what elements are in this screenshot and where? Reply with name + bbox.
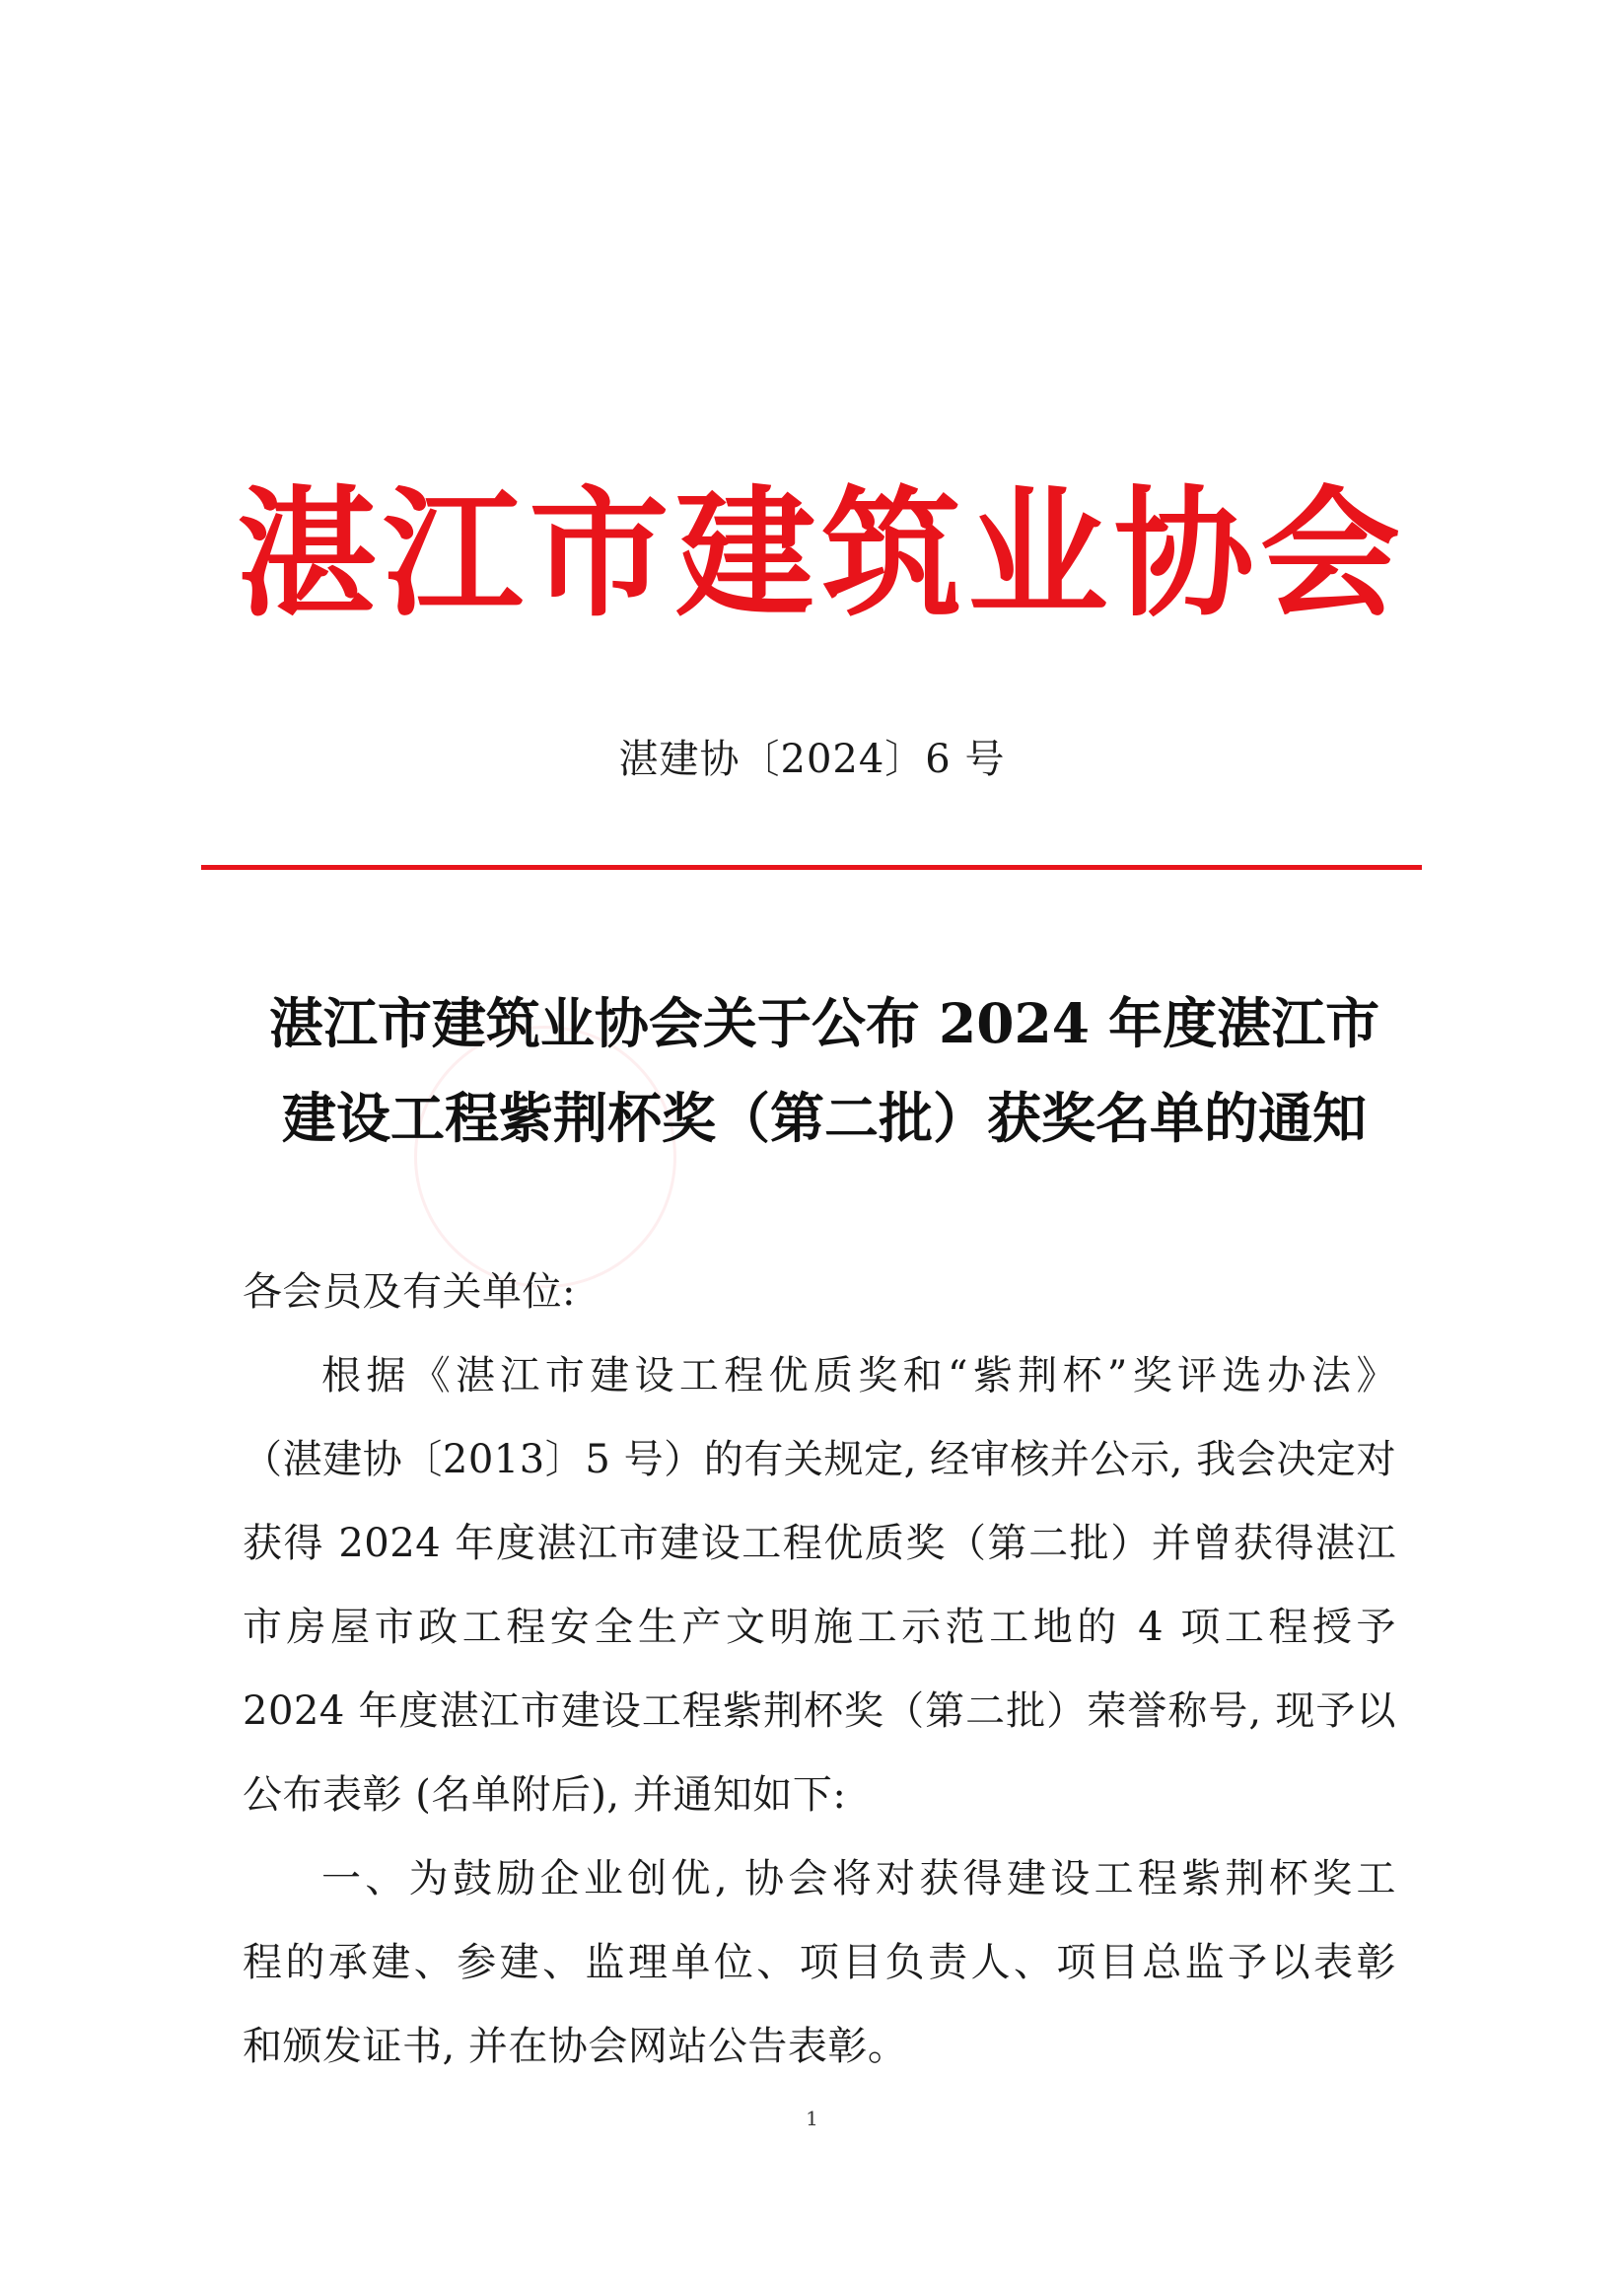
paragraph-line: （湛建协〔2013〕5 号）的有关规定, 经审核并公示, 我会决定对 [243, 1437, 1396, 1482]
paragraph-line: 和颁发证书, 并在协会网站公告表彰。 [243, 2024, 908, 2069]
organization-letterhead-title [237, 456, 1400, 653]
document-number: 湛建协〔2024〕6 号 [618, 737, 1006, 782]
paragraph-line: 市房屋市政工程安全生产文明施工示范工地的 4 项工程授予 [243, 1605, 1396, 1650]
paragraph-1 [243, 1334, 1396, 1837]
notice-title [243, 976, 1406, 1166]
notice-body [243, 1251, 1396, 2089]
letterhead-char: 会 [1259, 472, 1400, 636]
paragraph-line: 获得 2024 年度湛江市建设工程优质奖（第二批）并曾获得湛江 [243, 1521, 1396, 1566]
letterhead-char: 协 [1113, 472, 1254, 636]
paragraph-line: 根据《湛江市建设工程优质奖和“紫荆杯”奖评选办法》 [321, 1353, 1396, 1398]
paragraph-line: 一、为鼓励企业创优, 协会将对获得建设工程紫荆杯奖工 [321, 1856, 1396, 1901]
letterhead-char: 江 [383, 472, 524, 636]
paragraph-line: 2024 年度湛江市建设工程紫荆杯奖（第二批）荣誉称号, 现予以 [243, 1688, 1396, 1734]
paragraph-line: 公布表彰 (名单附后), 并通知如下: [243, 1772, 847, 1818]
letterhead-char: 市 [529, 472, 670, 636]
letterhead-char: 筑 [821, 472, 962, 636]
page-number: 1 [806, 2107, 818, 2130]
paragraph-line: 程的承建、参建、监理单位、项目负责人、项目总监予以表彰 [243, 1940, 1396, 1985]
salutation: 各会员及有关单位: [243, 1269, 576, 1315]
paragraph-2 [243, 1837, 1396, 2089]
notice-title-line: 建设工程紫荆杯奖（第二批）获奖名单的通知 [281, 1086, 1367, 1150]
letterhead-char: 业 [967, 472, 1108, 636]
letterhead-char: 湛 [237, 472, 377, 636]
letterhead-divider [201, 865, 1422, 870]
notice-title-line: 湛江市建筑业协会关于公布 2024 年度湛江市 [268, 991, 1380, 1055]
letterhead-char: 建 [674, 472, 815, 636]
